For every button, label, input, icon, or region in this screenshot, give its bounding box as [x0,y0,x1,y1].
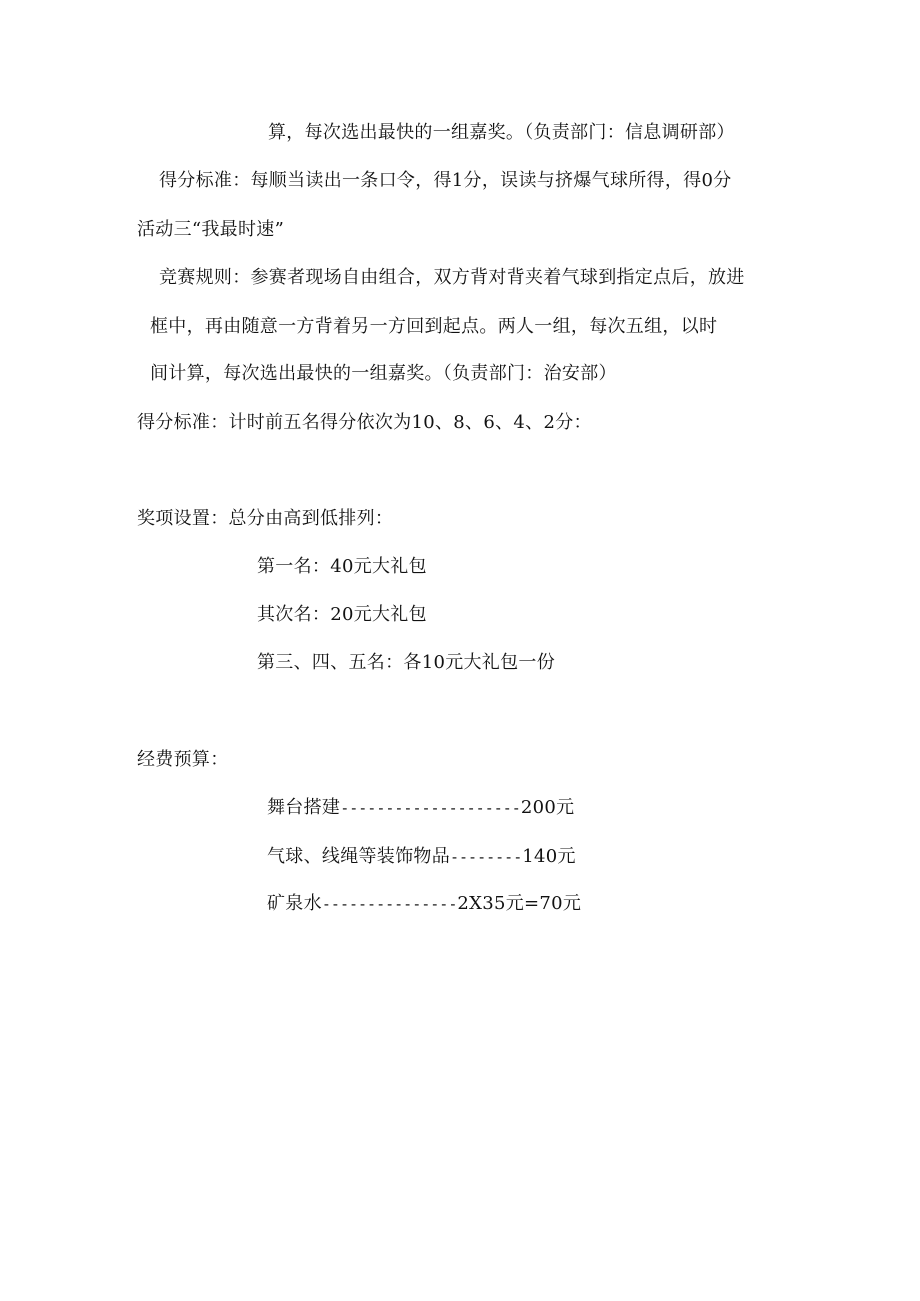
awards-heading: 奖项设置：总分由高到低排列： [137,508,394,529]
award-second: 其次名：20元大礼包 [257,604,427,625]
award-rest: 第三、四、五名：各10元大礼包一份 [257,652,556,673]
competition-rules-line-1: 竞赛规则：参赛者现场自由组合，双方背对背夹着气球到指定点后，放进 [159,267,745,288]
budget-item [267,892,581,916]
budget-item-amount: 200元 [520,797,575,818]
budget-item-amount: 2X35元=70元 [457,893,582,914]
budget-item [267,796,574,820]
competition-rules-line-3: 间计算，每次选出最快的一组嘉奖。（负责部门：治安部） [150,363,617,384]
budget-item-dashes: -------- [450,848,523,866]
activity-3-title: 活动三“我最时速” [137,219,285,240]
budget-item-name: 舞台搭建 [267,797,341,818]
budget-item-name: 气球、线绳等装饰物品 [267,846,450,867]
paragraph-line-1: 算，每次选出最快的一组嘉奖。（负责部门：信息调研部） [268,122,735,143]
budget-item-dashes: --------------- [321,895,458,913]
scoring-standard-1: 得分标准：每顺当读出一条口令，得1分，误读与挤爆气球所得，得0分 [159,170,732,191]
scoring-standard-2: 得分标准：计时前五名得分依次为10、8、6、4、2分： [137,412,592,433]
award-first: 第一名：40元大礼包 [257,556,427,577]
competition-rules-line-2: 框中，再由随意一方背着另一方回到起点。两人一组，每次五组，以时 [150,316,718,337]
budget-item-dashes: -------------------- [340,799,521,817]
budget-heading: 经费预算： [137,749,229,770]
budget-item-name: 矿泉水 [267,893,322,914]
budget-item [267,845,576,869]
budget-item-amount: 140元 [522,846,576,867]
